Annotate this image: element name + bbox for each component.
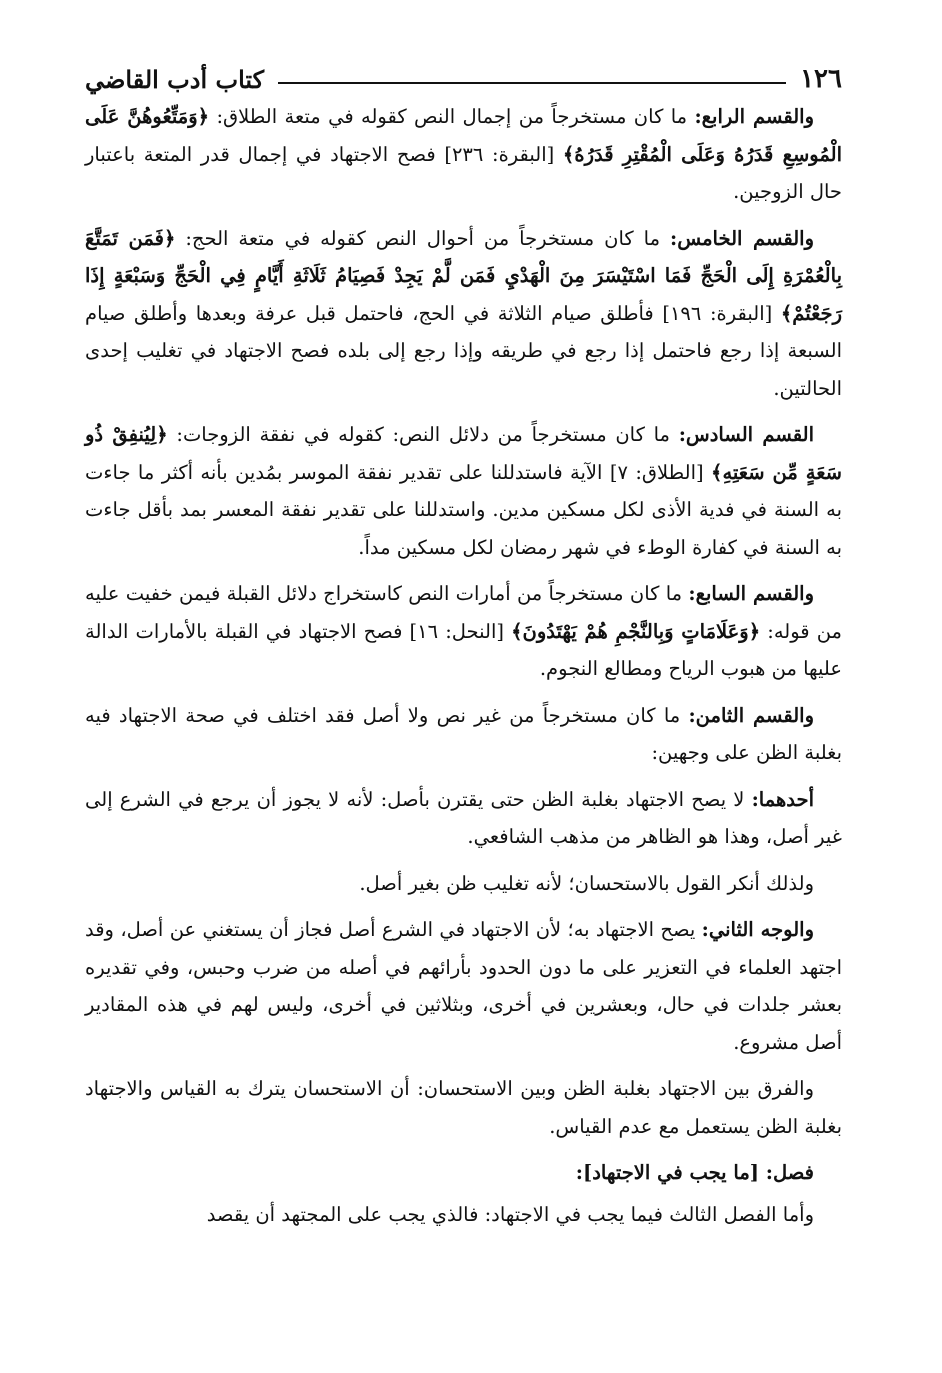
paragraph-text: [البقرة: ١٩٦] فأطلق صيام الثلاثة في الحج، فاحتمل قبل عرفة وبعدها وأطلق صيام السبعة إذا رجع فاحتمل إذا رجع في طريقه وإذا رجع إلى بلده فصح الاجتهاد في تغليب إحدى الحالتين. (85, 301, 842, 400)
quran-verse: ﴿لِيُنفِقْ ذُو سَعَةٍ مِّن سَعَتِهِ﴾ (85, 423, 843, 484)
paragraph-qism-8 (85, 697, 842, 772)
paragraph-text: ما كان مستخرجاً من أمارات النص كاستخراج دلائل القبلة فيمن خفيت عليه من قوله: (85, 582, 842, 643)
quran-verse: ﴿وَمَتِّعُوهُنَّ عَلَى الْمُوسِعِ قَدَرُهُ وَعَلَى الْمُقْتِرِ قَدَرُهُ﴾ (85, 105, 842, 166)
running-title: كتاب أدب القاضي (85, 65, 265, 94)
paragraph-text: يصح الاجتهاد به؛ لأن الاجتهاد في الشرع أصل فجاز أن يستغني عن أصل، وقد اجتهد العلماء في التعزير على ما دون الحدود بأرائهم في أصله من ضرب وحبس، وفي تقديره بعشر جلدات في حال، وبعشرين في أخرى، وبثلاثين في أخرى، وليس لهم في هذه المقادير أصل مشروع. (85, 918, 842, 1054)
paragraph-lead: والقسم الثامن: (688, 703, 814, 727)
page-header (85, 52, 842, 92)
paragraph-text: لا يصح الاجتهاد بغلبة الظن حتى يقترن بأصل: لأنه لا يجوز أن يرجع في الشرع إلى غير أصل، وهذا هو الظاهر من مذهب الشافعي. (85, 787, 842, 848)
paragraph-last: وأما الفصل الثالث فيما يجب في الاجتهاد: فالذي يجب على المجتهد أن يقصد (206, 1202, 814, 1226)
section-heading: فصل: [ما يجب في الاجتهاد]: (575, 1161, 814, 1184)
paragraph-text: والفرق بين الاجتهاد بغلبة الظن وبين الاستحسان: أن الاستحسان يترك به القياس والاجتهاد بغلبة الظن يستعمل مع عدم القياس. (85, 1077, 842, 1138)
paragraph-text: ما كان مستخرجاً من دلائل النص: كقوله في نفقة الزوجات: (167, 423, 679, 446)
paragraph-text: ولذلك أنكر القول بالاستحسان؛ لأنه تغليب ظن بغير أصل. (359, 871, 814, 895)
paragraph-qism-6 (85, 416, 842, 566)
quran-verse: ﴿فَمَن تَمَتَّعَ بِالْعُمْرَةِ إِلَى الْحَجِّ فَمَا اسْتَيْسَرَ مِنَ الْهَدْيِ فَمَن لَّمْ يَجِدْ فَصِيَامُ ثَلَاثَةِ أَيَّامٍ فِي الْحَجِّ وَسَبْعَةٍ إِذَا رَجَعْتُمْ﴾ (85, 226, 842, 325)
paragraph-qism-7 (85, 575, 842, 688)
paragraph-text: [البقرة: ٢٣٦] فصح الاجتهاد في إجمال قدر المتعة باعتبار حال الزوجين. (85, 142, 842, 203)
paragraph-text: ما كان مستخرجاً من أحوال النص كقوله في متعة الحج: (175, 226, 671, 250)
paragraph-lead: القسم السادس: (678, 423, 814, 446)
paragraph-text: [النحل: ١٦] فصح الاجتهاد في القبلة بالأمارات الدالة عليها من هبوب الرياح ومطالع النجوم. (85, 619, 842, 680)
paragraph-lead: والقسم الرابع: (694, 105, 814, 128)
paragraph-difference (85, 1070, 842, 1145)
paragraph-text: ما كان مستخرجاً من إجمال النص كقوله في متعة الطلاق: (209, 105, 695, 128)
paragraph-first-view (85, 781, 842, 856)
paragraph-lead: والقسم الخامس: (670, 226, 814, 250)
paragraph-text: [الطلاق: ٧] الآية فاستدللنا على تقدير نفقة الموسر بمُدين بأنه أكثر ما جاءت به السنة في فدية الأذى لكل مسكين مدين. واستدللنا على تقدير نفقة المعسر بمد بأقل جاءت به السنة في كفارة الوطء في شهر رمضان لكل مسكين مداً. (85, 460, 842, 559)
paragraph-qism-4 (85, 98, 842, 211)
paragraph-lead: والقسم السابع: (688, 582, 814, 605)
page-number: ١٢٦ (800, 64, 842, 94)
paragraph-second-view (85, 911, 842, 1061)
paragraph-lead: أحدهما: (751, 787, 814, 811)
quran-verse: ﴿وَعَلَامَاتٍ وَبِالنَّجْمِ هُمْ يَهْتَدُونَ﴾ (511, 619, 761, 643)
paragraph-qism-5 (85, 220, 842, 408)
paragraph-lead: والوجه الثاني: (701, 918, 814, 941)
paragraph-text: ما كان مستخرجاً من غير نص ولا أصل فقد اختلف في صحة الاجتهاد فيه بغلبة الظن على وجهين: (85, 703, 842, 764)
page-body (85, 98, 842, 1233)
header-rule (278, 82, 786, 84)
paragraph-istihsan-note (85, 865, 842, 903)
